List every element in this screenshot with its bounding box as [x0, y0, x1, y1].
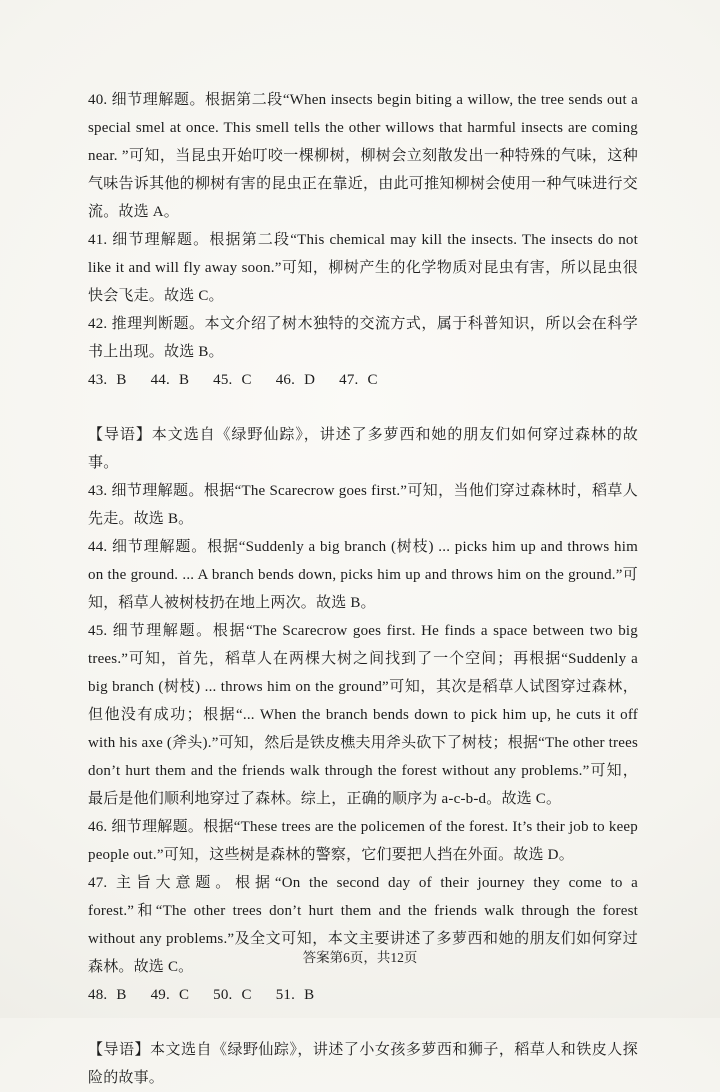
answer-item-44: [151, 366, 190, 394]
explanation-q43: 43. 细节理解题。根据“The Scarecrow goes first.”可知，当他们穿过森林时，稻草人先走。故选 B。: [88, 483, 638, 527]
answer-item-48: [88, 981, 127, 1009]
answer-item-43: [88, 366, 127, 394]
answer-item-49: [151, 981, 190, 1009]
answer-letter: B: [178, 372, 190, 388]
answer-letter: C: [241, 372, 252, 388]
answer-letter: D: [304, 372, 316, 388]
explanation-q42: 42. 推理判断题。本文介绍了树木独特的交流方式，属于科普知识，所以会在科学书上出现。故选 B。: [88, 316, 638, 360]
answer-number: 45.: [213, 372, 233, 388]
answer-number: 50.: [213, 987, 233, 1003]
passage-intro-2: 【导语】本文选自《绿野仙踪》，讲述了小女孩多萝西和狮子，稻草人和铁皮人探险的故事。: [88, 1042, 638, 1086]
answer-letter: B: [116, 987, 127, 1003]
answer-number: 43.: [88, 372, 108, 388]
answer-item-51: [276, 981, 315, 1009]
answer-number: 47.: [339, 372, 359, 388]
answer-item-45: [213, 366, 252, 394]
answer-number: 46.: [275, 372, 296, 388]
answer-number: 44.: [150, 372, 170, 388]
explanation-q44: 44. 细节理解题。根据“Suddenly a big branch (树枝) ... picks him up and throws him on the ground. ... A branch bends down, picks him up and throws him on the ground.”可知，稻草人被树枝扔在地上两次。故选 B。: [88, 539, 638, 611]
answer-item-50: [213, 981, 252, 1009]
explanation-q47: 47. 主旨大意题。根据“On the second day of their journey they come to a forest.”和“The other trees don’t hurt them and the friends walk through the forest without any problems.”及全文可知，本文主要讲述了多萝西和她的朋友们如何穿过森林。故选 C。: [88, 875, 638, 975]
explanation-q40: 40. 细节理解题。根据第二段“When insects begin biting a willow, the tree sends out a special smel at once. This smell tells the other willows that harmful insects are coming near. ”可知，当昆虫开始叮咬一棵柳树，柳树会立刻散发出一种特殊的气味，这种气味告诉其他的柳树有害的昆虫正在靠近，由此可推知柳树会使用一种气味进行交流。故选 A。: [88, 92, 638, 220]
answer-letter: B: [304, 987, 315, 1003]
page-number-footer: 答案第6页，共12页: [302, 950, 418, 965]
answer-item-46: [276, 366, 315, 394]
answer-number: 48.: [88, 987, 108, 1003]
answer-letter: C: [367, 372, 378, 388]
explanation-q46: 46. 细节理解题。根据“These trees are the policemen of the forest. It’s their job to keep people out.”可知，这些树是森林的警察，它们要把人挡在外面。故选 D。: [88, 819, 638, 863]
answers-row-43-47: [88, 366, 638, 394]
explanation-q41: 41. 细节理解题。根据第二段“This chemical may kill the insects. The insects do not like it and will fly away soon.”可知，柳树产生的化学物质对昆虫有害，所以昆虫很快会飞走。故选 C。: [88, 232, 638, 304]
answer-item-47: [339, 366, 378, 394]
passage-intro-1: 【导语】本文选自《绿野仙踪》，讲述了多萝西和她的朋友们如何穿过森林的故事。: [88, 427, 638, 471]
explanation-q45: 45. 细节理解题。根据“The Scarecrow goes first. He finds a space between two big trees.”可知，首先，稻草人在两棵大树之间找到了一个空间；再根据“Suddenly a big branch (树枝) ... throws him on the ground”可知，其次是稻草人试图穿过森林，但他没有成功；根据“... When the branch bends down to pick him up, he cuts it off with his axe (斧头).”可知，然后是铁皮樵夫用斧头砍下了树枝；根据“The other trees don’t hurt them and the friends walk through the forest without any problems.”可知，最后是他们顺利地穿过了森林。综上，正确的顺序为 a-c-b-d。故选 C。: [88, 623, 638, 807]
answer-number: 51.: [275, 987, 296, 1003]
answer-explanations: [88, 86, 638, 1092]
answer-letter: C: [178, 987, 190, 1003]
answer-letter: C: [241, 987, 252, 1003]
answer-letter: B: [116, 372, 127, 388]
answer-number: 49.: [150, 987, 170, 1003]
answers-row-48-51: [88, 981, 638, 1009]
